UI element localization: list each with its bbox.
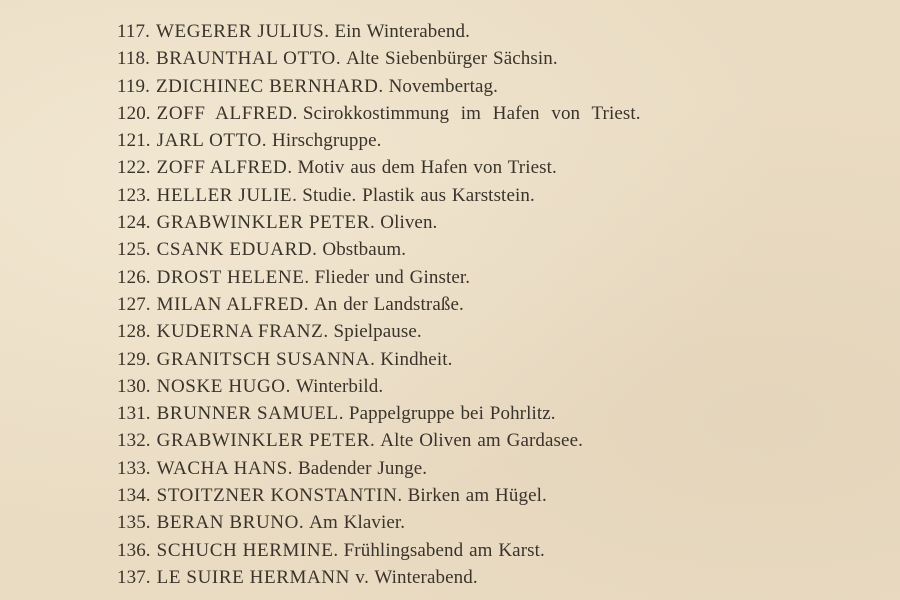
entry-number: 136.	[117, 539, 151, 561]
catalog-entry	[117, 373, 641, 400]
catalog-entry	[117, 455, 641, 482]
entry-number: 130.	[117, 375, 151, 397]
catalog-entry	[117, 209, 641, 236]
catalog-entry	[117, 236, 641, 263]
entry-title: Winterbild.	[295, 375, 384, 397]
entry-number: 117.	[117, 21, 150, 42]
catalog-entry	[117, 400, 641, 427]
entry-number: 128.	[117, 321, 151, 343]
entry-artist: NOSKE HUGO.	[156, 375, 291, 397]
entry-title: Badender Junge.	[297, 457, 428, 479]
entry-artist: STOITZNER KONSTANTIN.	[156, 485, 403, 507]
entry-title: Kindheit.	[380, 348, 453, 370]
entry-artist: CSANK EDUARD.	[156, 239, 318, 261]
catalog-entry	[117, 482, 641, 509]
entry-artist: WACHA HANS.	[156, 457, 294, 479]
catalog-entry	[117, 18, 641, 45]
catalog-entry	[117, 73, 641, 100]
entry-number: 134.	[117, 485, 151, 507]
entry-title: Alte Siebenbürger Sächsin.	[346, 48, 558, 70]
entry-artist: HELLER JULIE.	[156, 184, 298, 206]
entry-artist: KUDERNA FRANZ.	[156, 321, 329, 343]
entry-artist: DROST HELENE.	[156, 266, 310, 288]
entry-artist: BRAUNTHAL OTTO.	[155, 48, 342, 70]
entry-title: Alte Oliven am Gardasee.	[380, 430, 583, 452]
entry-title: Novembertag.	[388, 75, 498, 97]
entry-title: Frühlingsabend am Karst.	[343, 539, 545, 561]
entry-number: 129.	[117, 348, 151, 370]
entry-title: Obstbaum.	[322, 239, 407, 261]
entry-number: 133.	[117, 457, 151, 479]
entry-artist: WEGERER JULIUS.	[155, 21, 330, 42]
entry-title: Studie. Plastik aus Karststein.	[302, 184, 535, 206]
entry-artist: GRABWINKLER PETER.	[156, 430, 376, 452]
entry-title: Am Klavier.	[309, 512, 406, 534]
catalog-entry	[117, 127, 641, 154]
entry-title: Pappelgruppe bei Pohrlitz.	[348, 403, 556, 425]
catalog-entry	[117, 318, 641, 345]
catalog-entry	[117, 182, 641, 209]
entry-artist: BERAN BRUNO.	[156, 512, 305, 534]
entry-title: Oliven.	[380, 212, 438, 234]
catalog-entry	[117, 564, 641, 591]
entry-artist: SCHUCH HERMINE.	[156, 539, 339, 561]
entry-number: 121.	[117, 130, 151, 152]
entry-artist: JARL OTTO.	[156, 130, 268, 152]
catalog-entry	[117, 264, 641, 291]
entry-artist: MILAN ALFRED.	[156, 293, 310, 315]
entry-number: 123.	[117, 184, 151, 206]
entry-number: 127.	[117, 293, 151, 315]
catalog-entry	[117, 427, 641, 454]
catalog-entry	[117, 537, 641, 564]
entry-artist: ZOFF ALFRED.	[156, 157, 293, 179]
entry-artist: ZOFF ALFRED.	[156, 102, 299, 124]
catalog-entry	[117, 291, 641, 318]
entry-number: 119.	[117, 75, 150, 97]
entry-artist: BRUNNER SAMUEL.	[156, 403, 345, 425]
entry-number: 126.	[117, 266, 151, 288]
entry-artist: ZDICHINEC BERNHARD.	[155, 75, 384, 97]
entry-title: Flieder und Ginster.	[314, 266, 471, 288]
entry-number: 120.	[117, 102, 151, 124]
entry-title: Birken am Hügel.	[407, 485, 547, 507]
entry-title: Spielpause.	[333, 321, 422, 343]
entry-number: 124.	[117, 212, 151, 234]
entry-number: 125.	[117, 239, 151, 261]
entry-artist: GRABWINKLER PETER.	[156, 212, 376, 234]
catalog-entry	[117, 509, 641, 536]
entry-title: Hirschgruppe.	[272, 130, 382, 152]
entry-title: Winterabend.	[374, 566, 478, 588]
catalog-entry	[117, 100, 641, 127]
entry-number: 118.	[117, 48, 150, 70]
entry-artist: GRANITSCH SUSANNA.	[156, 348, 376, 370]
entry-number: 131.	[117, 403, 151, 425]
entry-title: An der Landstraße.	[313, 293, 464, 315]
entry-title: Ein Winterabend.	[334, 21, 470, 42]
catalog-entry-list	[117, 18, 641, 591]
entry-number: 137.	[117, 566, 151, 588]
catalog-entry	[117, 45, 641, 72]
entry-artist: LE SUIRE HERMANN v.	[156, 566, 370, 588]
entry-number: 132.	[117, 430, 151, 452]
catalog-entry	[117, 346, 641, 373]
entry-title: Scirokkostimmung im Hafen von Triest.	[302, 102, 641, 124]
entry-number: 122.	[117, 157, 151, 179]
catalog-entry	[117, 154, 641, 181]
entry-title: Motiv aus dem Hafen von Triest.	[297, 157, 557, 179]
entry-number: 135.	[117, 512, 151, 534]
